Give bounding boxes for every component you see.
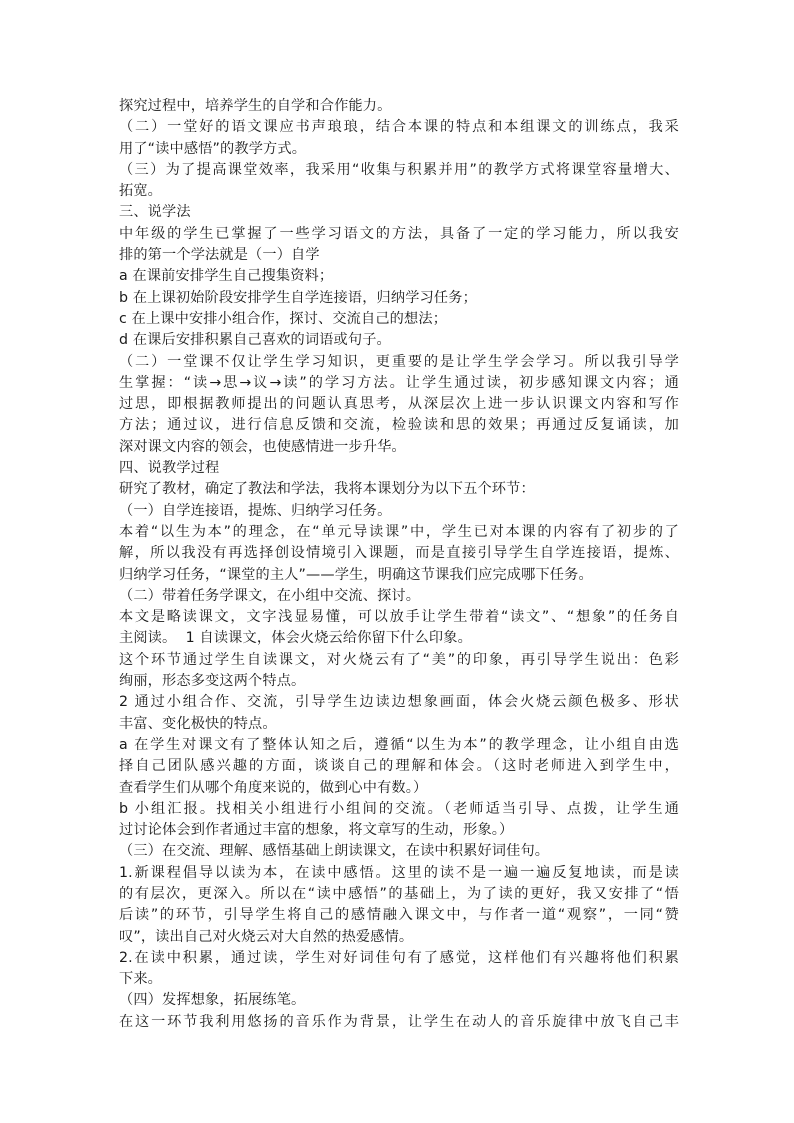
text-line: （三）为了提高课堂效率，我采用“收集与积累并用”的教学方式将课堂容量增大、 — [119, 161, 679, 178]
text-line: 拓宽。 — [119, 183, 163, 200]
document-body — [119, 96, 679, 1033]
text-line: 主阅读。 1 自读课文，体会火烧云给你留下什么印象。 — [119, 630, 472, 647]
text-line: 生掌握：“读→思→议→读”的学习方法。让学生通过读，初步感知课文内容；通 — [119, 374, 679, 391]
section-heading: 三、说学法 — [119, 204, 191, 221]
subsection-heading: （二）带着任务学课文，在小组中交流、探讨。 — [119, 587, 421, 604]
text-line: 2.在读中积累，通过读，学生对好词佳句有了感觉，这样他们有兴趣将他们积累 — [119, 949, 679, 966]
text-line: 绚丽，形态多变这两个特点。 — [119, 673, 306, 690]
text-line: 过讨论体会到作者通过丰富的想象，将文章写的生动，形象。） — [119, 822, 514, 839]
text-line: 叹”，读出自己对火烧云对大自然的热爱感情。 — [119, 928, 414, 945]
text-line: 后读”的环节，引导学生将自己的感情融入课文中，与作者一道“观察”，一同“赞 — [119, 907, 679, 924]
text-line: 本文是略读课文，文字浅显易懂，可以放手让学生带着“读文”、“想象”的任务自 — [119, 609, 679, 626]
text-line: 过思，即根据教师提出的问题认真思考，从深层次上进一步认识课文内容和写作 — [119, 396, 679, 413]
subsection-heading: （四）发挥想象，拓展练笔。 — [119, 992, 306, 1009]
text-line: 1.新课程倡导以读为本，在读中感悟。这里的读不是一遍一遍反复地读，而是读 — [119, 864, 679, 881]
text-line: a 在学生对课文有了整体认知之后，遵循“以生为本”的教学理念，让小组自由选 — [119, 736, 679, 753]
text-line: 中年级的学生已掌握了一些学习语文的方法，具备了一定的学习能力，所以我安 — [119, 225, 679, 242]
text-line: （二）一堂课不仅让学生学习知识，更重要的是让学生学会学习。所以我引导学 — [119, 353, 679, 370]
text-line: 研究了教材，确定了教法和学法，我将本课划分为以下五个环节： — [119, 481, 535, 498]
text-line: 解，所以我没有再选择创设情境引入课题，而是直接引导学生自学连接语，提炼、 — [119, 545, 679, 562]
text-line: 深对课文内容的领会，也使感情进一步升华。 — [119, 438, 406, 455]
text-line: b 小组汇报。找相关小组进行小组间的交流。（老师适当引导、点拨，让学生通 — [119, 800, 679, 817]
text-line: 2 通过小组合作、交流，引导学生边读边想象画面，体会火烧云颜色极多、形状 — [119, 694, 679, 711]
text-line: （二）一堂好的语文课应书声琅琅，结合本课的特点和本组课文的训练点，我采 — [119, 119, 679, 136]
subsection-heading: （一）自学连接语，提炼、归纳学习任务。 — [119, 502, 392, 519]
text-line: 丰富、变化极快的特点。 — [119, 715, 277, 732]
text-line: 下来。 — [119, 971, 163, 988]
text-line: 探究过程中，培养学生的自学和合作能力。 — [119, 98, 392, 114]
list-item: c 在上课中安排小组合作，探讨、交流自己的想法； — [119, 310, 448, 327]
text-line: 在这一环节我利用悠扬的音乐作为背景，让学生在动人的音乐旋律中放飞自己丰 — [119, 1013, 679, 1030]
text-line: 的有层次，更深入。所以在“读中感悟”的基础上，为了读的更好，我又安排了“悟 — [119, 885, 679, 902]
text-line: 查看学生们从哪个角度来说的，做到心中有数。） — [119, 779, 428, 796]
list-item: a 在课前安排学生自己搜集资料； — [119, 268, 334, 285]
text-line: 用了“读中感悟”的教学方式。 — [119, 140, 307, 157]
text-line: 排的第一个学法就是（一）自学 — [119, 247, 320, 264]
text-line: 这个环节通过学生自读课文，对火烧云有了“美”的印象，再引导学生说出：色彩 — [119, 651, 679, 668]
text-line: 本着“以生为本”的理念，在“单元导读课”中，学生已对本课的内容有了初步的了 — [119, 523, 679, 540]
list-item: d 在课后安排积累自己喜欢的词语或句子。 — [119, 332, 391, 349]
text-line: 归纳学习任务，“课堂的主人”——学生，明确这节课我们应完成哪下任务。 — [119, 566, 593, 583]
list-item: b 在上课初始阶段安排学生自学连接语，归纳学习任务； — [119, 289, 477, 306]
subsection-heading: （三）在交流、理解、感悟基础上朗读课文，在读中积累好词佳句。 — [119, 843, 550, 860]
section-heading: 四、说教学过程 — [119, 460, 220, 477]
text-line: 方法；通过议，进行信息反馈和交流，检验读和思的效果；再通过反复诵读，加 — [119, 417, 679, 434]
text-line: 择自己团队感兴趣的方面，谈谈自己的理解和体会。（这时老师进入到学生中， — [119, 758, 679, 775]
